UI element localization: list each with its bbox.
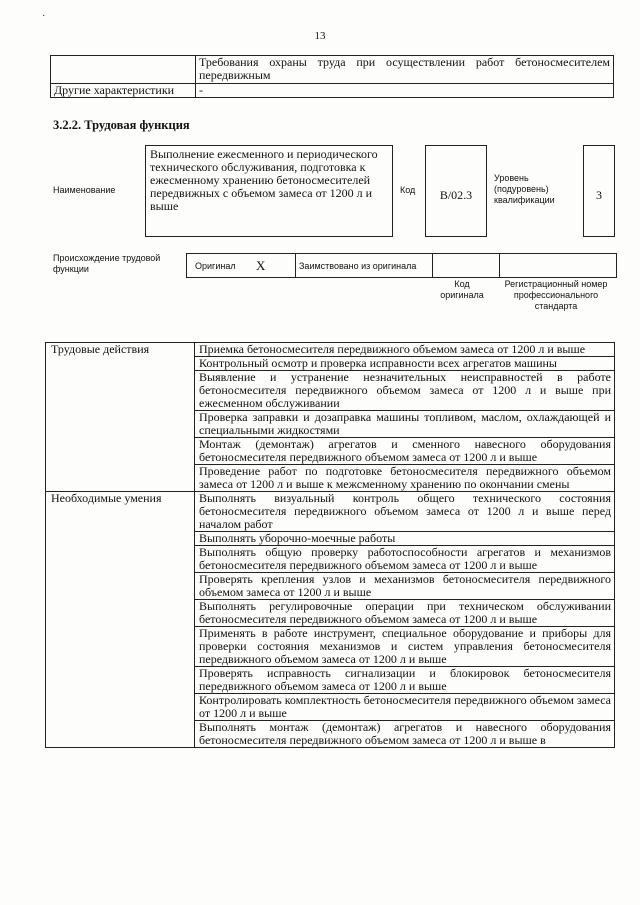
corner-mark: ˙ (42, 14, 46, 25)
origin-label: Происхождение трудовой функции (53, 253, 161, 274)
reg-number-caption: Регистрационный номер профессионального стандарта (504, 279, 608, 311)
original-mark: X (253, 254, 296, 278)
borrowed-label: Заимствовано из оригинала (296, 254, 433, 278)
level-value-box: 3 (583, 145, 615, 237)
table-cell-text: Проверка заправки и дозаправка машины топливом, маслом, охлаждающей и специальными жидкостями (195, 411, 615, 438)
function-code-box: B/02.3 (425, 145, 487, 237)
top-table (50, 55, 614, 98)
function-name-box: Выполнение ежесменного и периодического технического обслуживания, подготовка к ежесменному хранению бетоносмесителей передвижных с объемом замеса от 1200 л и выше (145, 145, 393, 237)
origin-table (186, 253, 617, 278)
name-label: Наименование (53, 185, 116, 195)
table-cell-text: Контролировать комплектность бетоносмесителя передвижного объемом замеса от 1200 л и выше (195, 694, 615, 721)
code-original-cell (433, 254, 500, 278)
table-row (46, 343, 615, 357)
original-label: Оригинал (187, 254, 254, 278)
section-label: Необходимые умения (46, 492, 195, 748)
section-heading: 3.2.2. Трудовая функция (53, 118, 190, 132)
reg-number-cell (500, 254, 617, 278)
table-cell-text: Выполнять регулировочные операции при техническом обслуживании бетоносмесителя передвижного объемом замеса от 1200 л и выше (195, 600, 615, 627)
table-row (51, 56, 614, 84)
table-cell-text: Выполнять монтаж (демонтаж) агрегатов и навесного оборудования бетоносмесителя передвижного объемом замеса от 1200 л и выше в (195, 721, 615, 748)
table-cell-text: Выполнять общую проверку работоспособности агрегатов и механизмов бетоносмесителя передвижного объемом замеса от 1200 л и выше (195, 546, 615, 573)
table-row (46, 492, 615, 532)
main-table (45, 342, 615, 748)
level-label: Уровень (подуровень) квалификации (494, 173, 555, 205)
table-cell-text: Выполнять визуальный контроль общего технического состояния бетоносмесителя передвижного объемом замеса от 1200 л и выше перед началом работ (195, 492, 615, 532)
table-cell-text: - (196, 84, 614, 98)
table-cell-text: Применять в работе инструмент, специальное оборудование и приборы для проверки состояния механизмов и систем управления бетоносмесителя передвижного объемом замеса от 1200 л и выше (195, 627, 615, 667)
table-cell-text: Проверять исправность сигнализации и блокировок бетоносмесителя передвижного объемом замеса от 1200 л и выше (195, 667, 615, 694)
table-cell-text: Выполнять уборочно-моечные работы (195, 532, 615, 546)
table-row (51, 84, 614, 98)
page-number: 13 (314, 30, 326, 42)
code-label: Код (400, 185, 416, 195)
table-cell-text: Выявление и устранение незначительных неисправностей в работе бетоносмесителя передвижного объемом замеса от 1200 л и выше при ежесменном обслуживании (195, 371, 615, 411)
table-cell-text: Монтаж (демонтаж) агрегатов и сменного навесного оборудования бетоносмесителя передвижного объемом замеса от 1200 л и выше (195, 438, 615, 465)
section-label: Трудовые действия (46, 343, 195, 492)
table-cell-text: Приемка бетоносмесителя передвижного объемом замеса от 1200 л и выше (195, 343, 615, 357)
code-original-caption: Код оригинала (440, 279, 484, 300)
table-cell-text: Проверять крепления узлов и механизмов бетоносмесителя передвижного объемом замеса от 1200 л и выше (195, 573, 615, 600)
table-row (187, 254, 617, 278)
table-cell-text: Контрольный осмотр и проверка исправности всех агрегатов машины (195, 357, 615, 371)
table-cell-text: Требования охраны труда при осуществлении работ бетоносмесителем передвижным (196, 56, 614, 84)
table-cell-label: Другие характеристики (51, 84, 196, 98)
table-cell-text: Проведение работ по подготовке бетоносмесителя передвижного объемом замеса от 1200 л и выше к межсменному хранению по окончании смены (195, 465, 615, 492)
table-cell-label (51, 56, 196, 84)
